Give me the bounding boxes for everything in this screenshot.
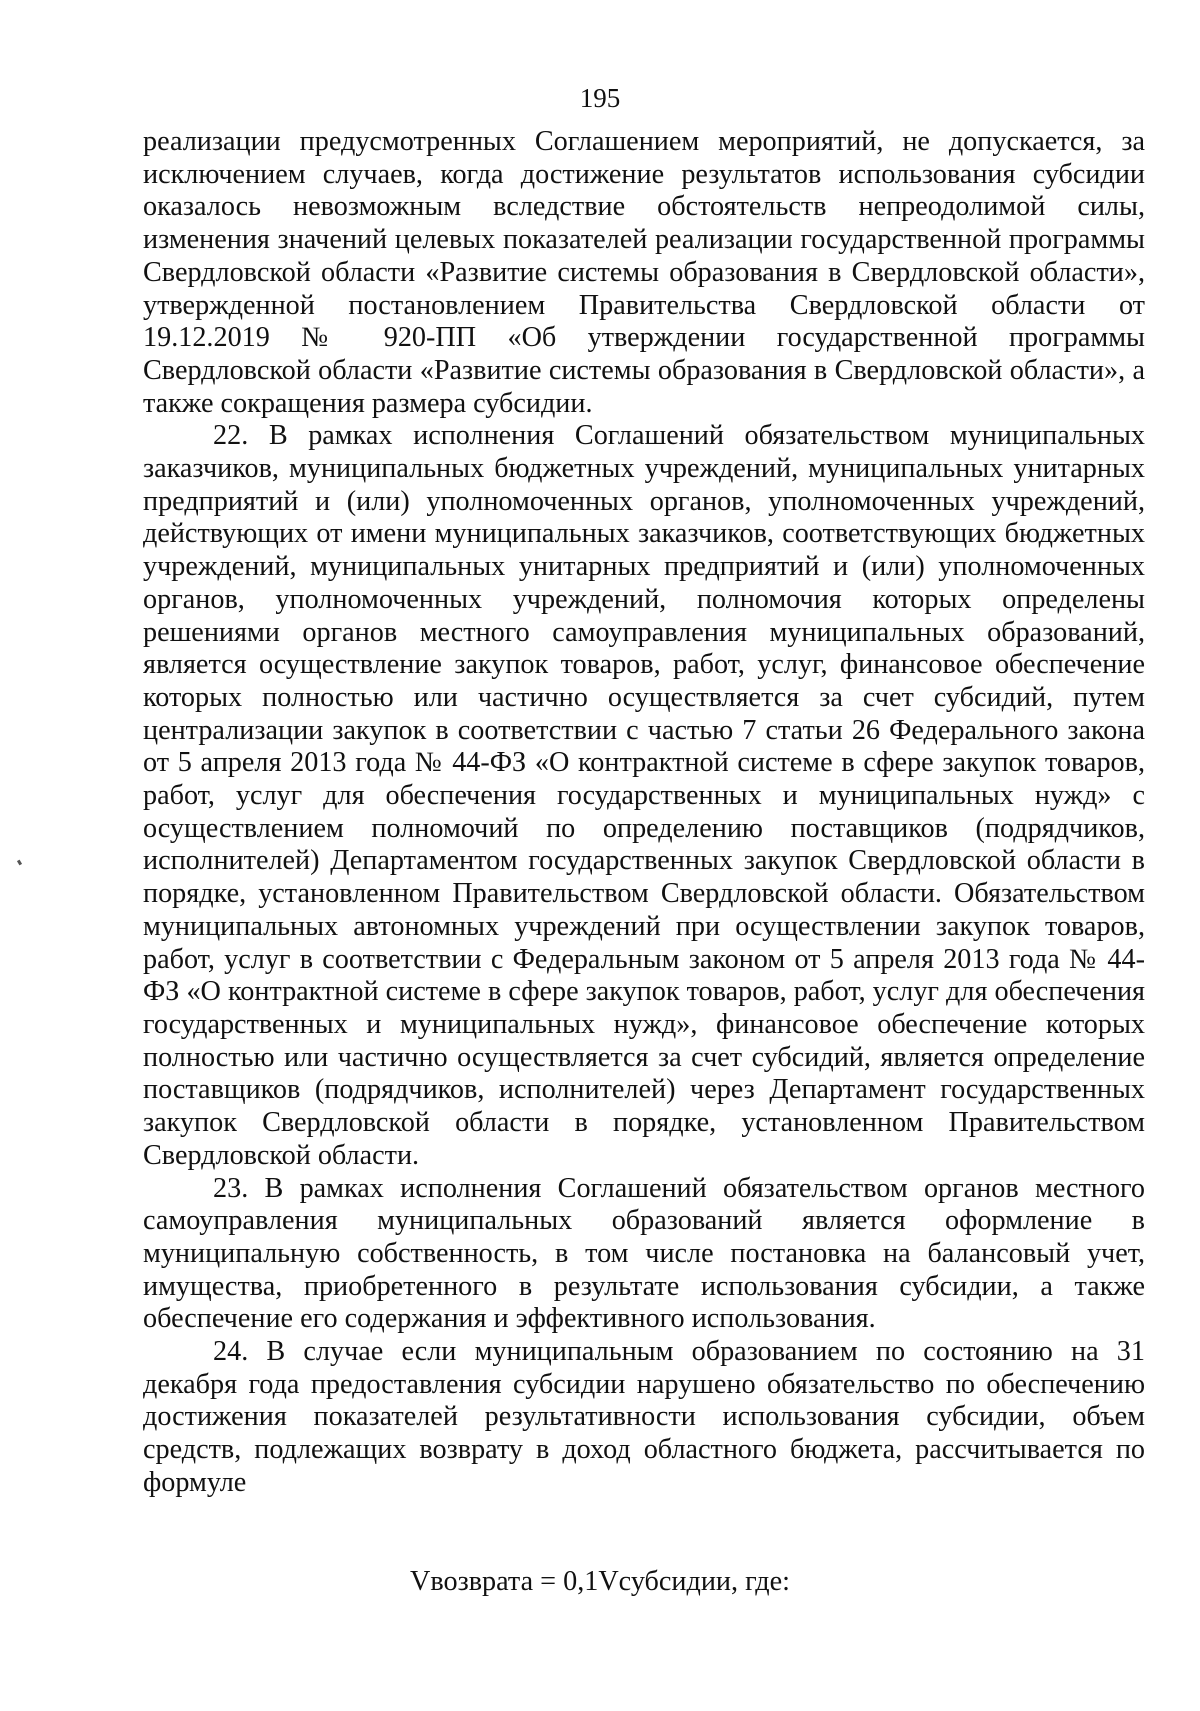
paragraph-24: 24. В случае если муниципальным образованием по состоянию на 31 декабря года предоставления субсидии нарушено обязательство по обеспечению достижения показателей результативности использования субсидии, объем средств, подлежащих возврату в доход областного бюджета, рассчитывается по формуле	[143, 1336, 1145, 1498]
paragraph-22: 22. В рамках исполнения Соглашений обязательством муниципальных заказчиков, муниципальных бюджетных учреждений, муниципальных унитарных предприятий и (или) уполномоченных органов, уполномоченных учреждений, действующих от имени муниципальных заказчиков, соответствующих бюджетных учреждений, муниципальных унитарных предприятий и (или) уполномоченных органов, уполномоченных учреждений, полномочия которых определены решениями органов местного самоуправления муниципальных образований, является осуществление закупок товаров, работ, услуг, финансовое обеспечение которых полностью или частично осуществляется за счет субсидий, путем централизации закупок в соответствии с частью 7 статьи 26 Федерального закона от 5 апреля 2013 года № 44-ФЗ «О контрактной системе в сфере закупок товаров, работ, услуг для обеспечения государственных и муниципальных нужд» с осуществлением полномочий по определению поставщиков (подрядчиков, исполнителей) Департаментом государственных закупок Свердловской области в порядке, установленном Правительством Свердловской области. Обязательством муниципальных автономных учреждений при осуществлении закупок товаров, работ, услуг в соответствии с Федеральным законом от 5 апреля 2013 года № 44-ФЗ «О контрактной системе в сфере закупок товаров, работ, услуг для обеспечения государственных и муниципальных нужд», финансовое обеспечение которых полностью или частично осуществляется за счет субсидий, является определение поставщиков (подрядчиков, исполнителей) через Департамент государственных закупок Свердловской области в порядке, установленном Правительством Свердловской области.	[143, 420, 1145, 1171]
formula: Vвозврата = 0,1Vсубсидии, где:	[410, 1566, 790, 1597]
paragraph-23: 23. В рамках исполнения Соглашений обязательством органов местного самоуправления муниципальных образований является оформление в муниципальную собственность, в том числе постановка на балансовый учет, имущества, приобретенного в результате использования субсидии, а также обеспечение его содержания и эффективного использования.	[143, 1172, 1145, 1335]
scan-artifact-mark	[17, 860, 22, 866]
page-number: 195	[579, 83, 621, 113]
paragraph-continuation: реализации предусмотренных Соглашением мероприятий, не допускается, за исключением случаев, когда достижение результатов использования субсидии оказалось невозможным вследствие обстоятельств непреодолимой силы, изменения значений целевых показателей реализации государственной программы Свердловской области «Развитие системы образования в Свердловской области», утвержденной постановлением Правительства Свердловской области от 19.12.2019 № 920-ПП «Об утверждении государственной программы Свердловской области «Развитие системы образования в Свердловской области», а также сокращения размера субсидии.	[143, 126, 1145, 419]
document-body	[143, 126, 1145, 1500]
